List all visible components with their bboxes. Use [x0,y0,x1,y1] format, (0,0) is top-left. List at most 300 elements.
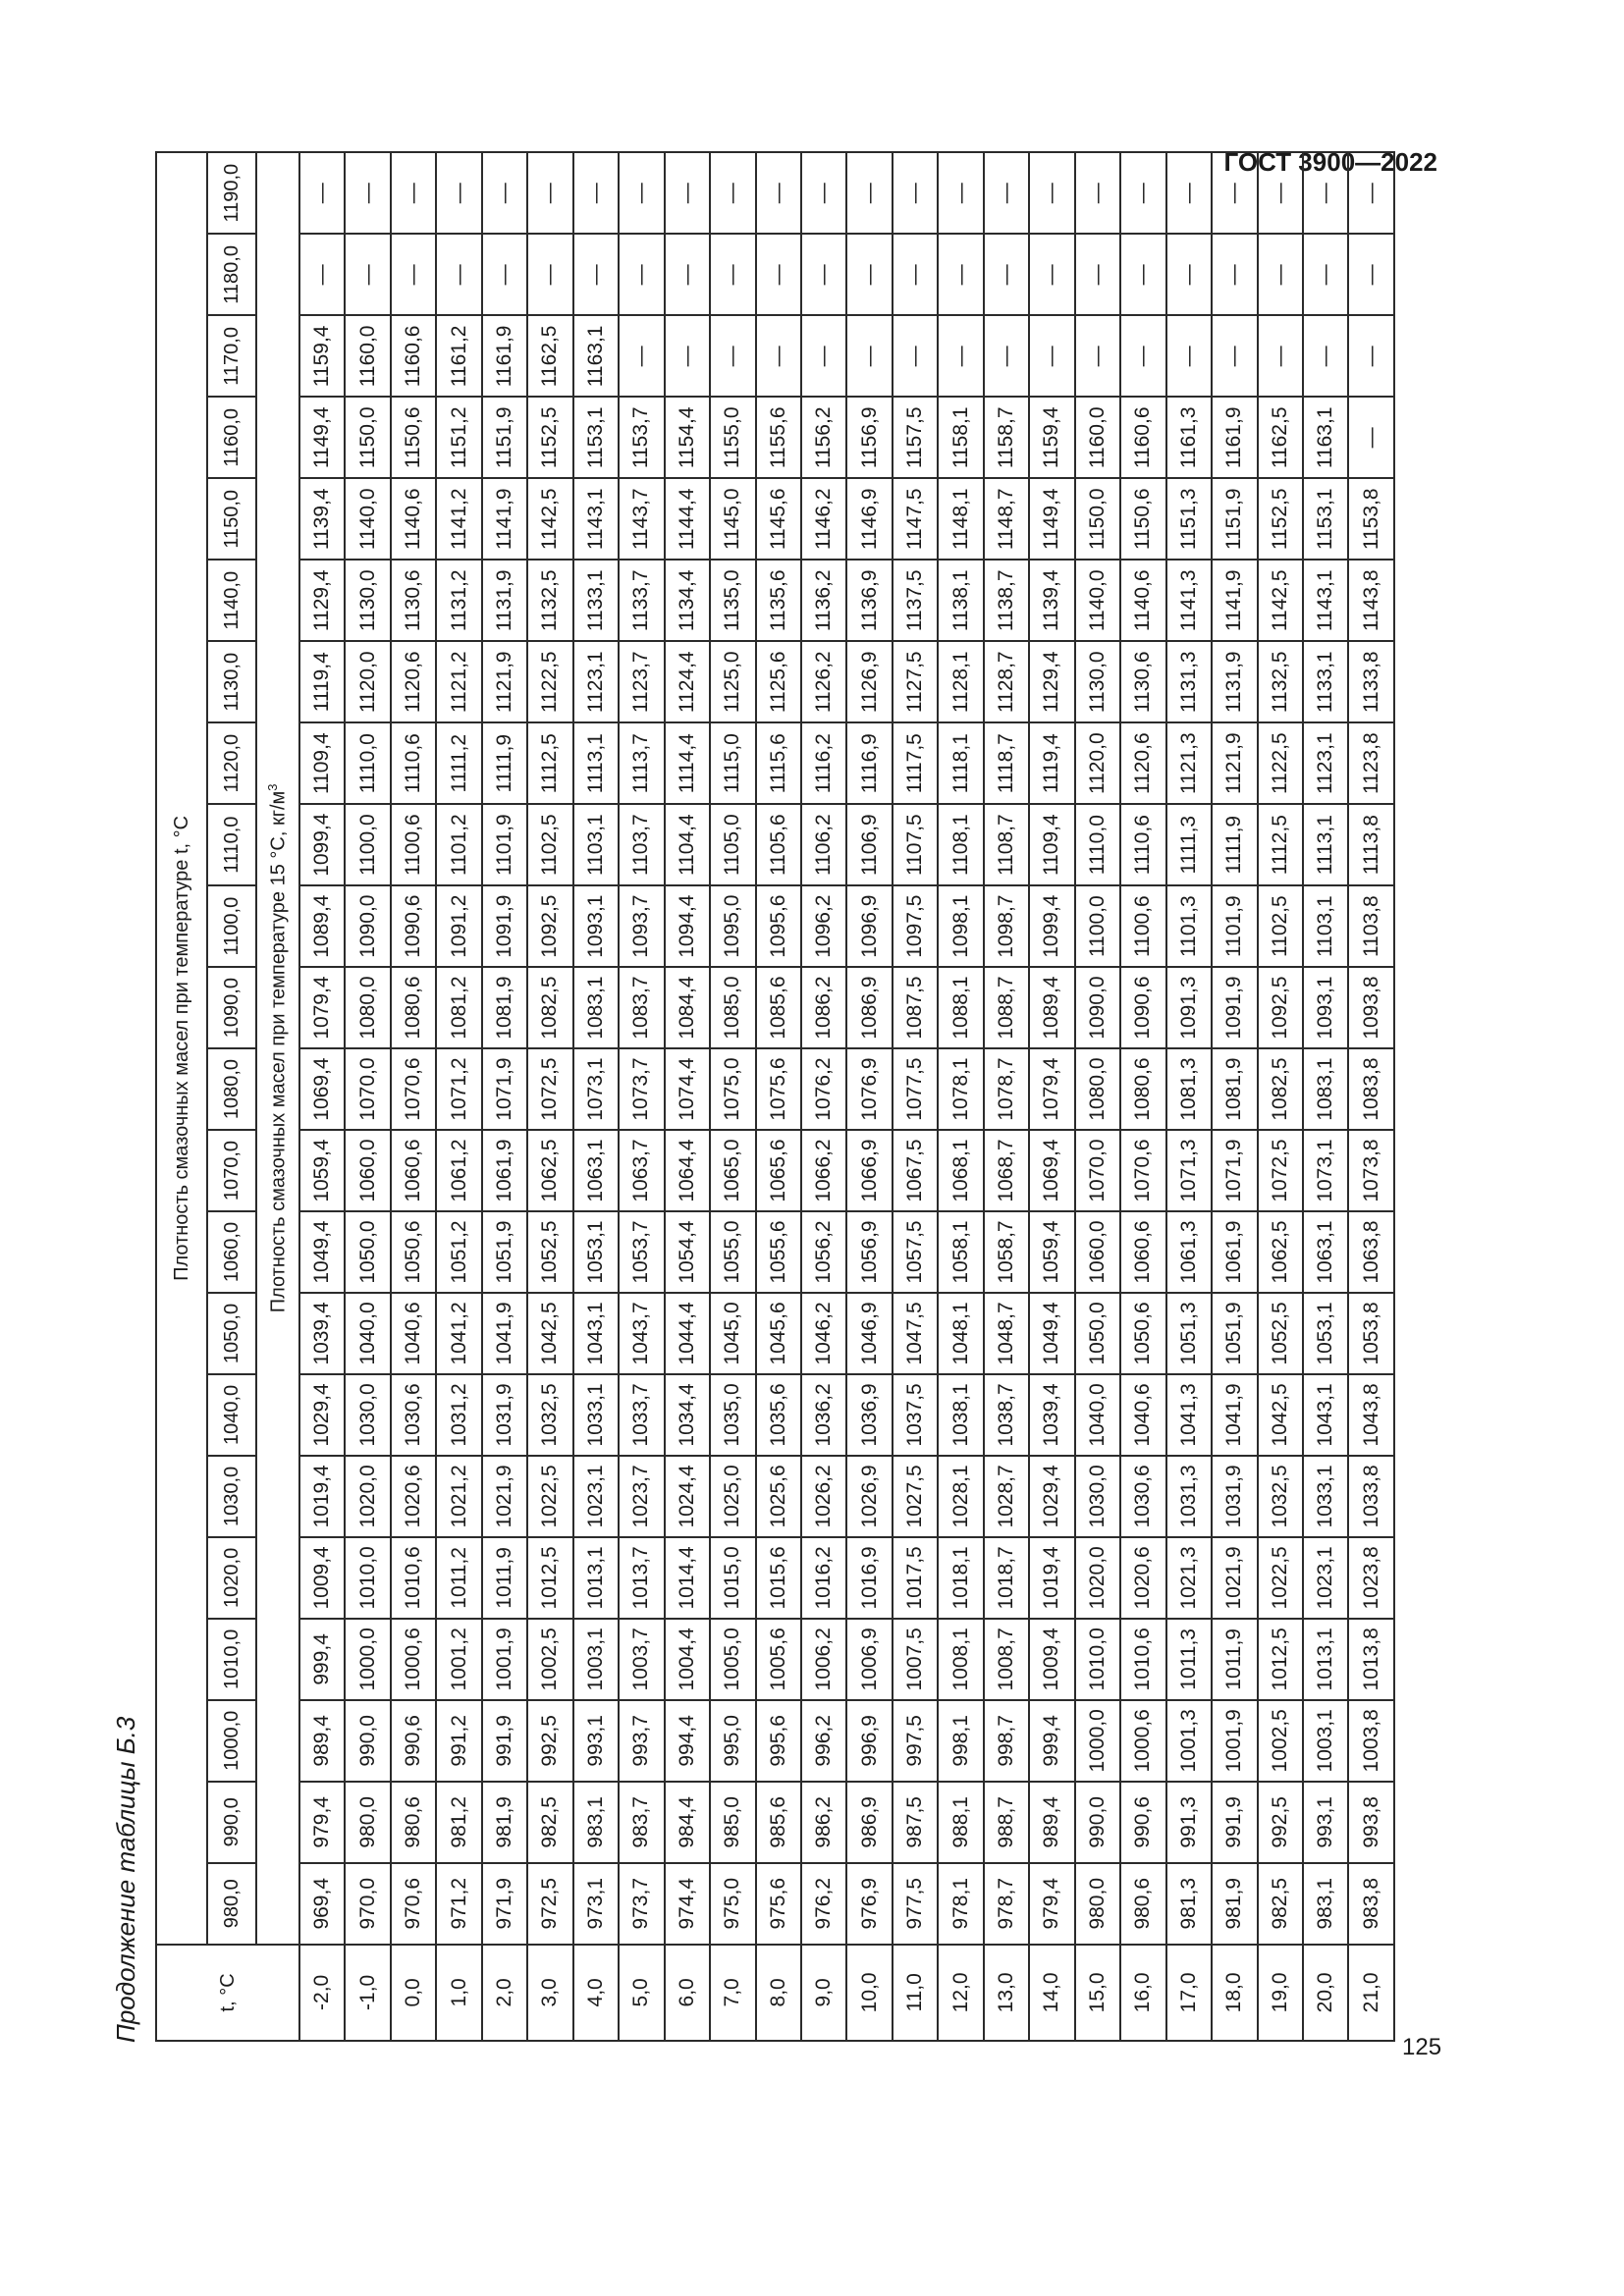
density-cell: 988,1 [938,1782,983,1863]
density-cell: 1050,0 [345,1211,390,1293]
density-cell: — [1303,234,1348,315]
density-cell: 1100,6 [391,804,436,885]
density-cell: — [527,152,572,234]
density-cell: 1055,0 [710,1211,755,1293]
density-cell: 1060,6 [1120,1211,1165,1293]
table-row [1120,152,1165,2041]
density-cell: 1076,2 [801,1048,846,1130]
density-cell: 985,0 [710,1782,755,1863]
density-cell: — [1348,234,1394,315]
column-header-density-15c: 990,0 [207,1782,256,1863]
density-cell: 1138,7 [984,560,1029,641]
density-cell: 1011,2 [436,1537,481,1619]
density-cell: 1148,7 [984,478,1029,560]
density-cell: 1140,6 [391,478,436,560]
density-cell: — [1303,152,1348,234]
density-cell: 1073,7 [619,1048,664,1130]
density-cell: — [1166,315,1212,397]
density-cell: 1009,4 [299,1537,345,1619]
density-cell: — [756,152,801,234]
density-cell: 971,9 [482,1863,527,1945]
density-cell: 1127,5 [893,641,938,722]
density-cell: 1092,5 [527,885,572,967]
table-row [299,152,345,2041]
density-cell: 1083,1 [1303,1048,1348,1130]
density-cell: 1021,2 [436,1456,481,1537]
table-rotated-wrapper [155,151,1395,2042]
density-cell: 1000,0 [345,1619,390,1700]
density-cell: 1005,0 [710,1619,755,1700]
table-row [801,152,846,2041]
density-cell: 1055,6 [756,1211,801,1293]
density-cell: 1020,0 [1075,1537,1120,1619]
temperature-cell: 20,0 [1303,1945,1348,2041]
density-cell: 1002,5 [1258,1700,1303,1782]
density-cell: 1097,5 [893,885,938,967]
density-cell: 980,0 [345,1782,390,1863]
density-cell: 1049,4 [299,1211,345,1293]
density-cell: 1032,5 [527,1374,572,1456]
density-cell: 1149,4 [299,397,345,478]
density-cell: 991,3 [1166,1782,1212,1863]
density-cell: 1099,4 [299,804,345,885]
density-cell: 1011,9 [1212,1619,1257,1700]
density-cell: 1061,9 [1212,1211,1257,1293]
density-cell: 1073,8 [1348,1130,1394,1211]
density-cell: 1089,4 [299,885,345,967]
density-cell: 1113,7 [619,722,664,804]
density-cell: 1032,5 [1258,1456,1303,1537]
density-cell: 1093,1 [1303,967,1348,1048]
density-cell: 1091,9 [1212,967,1257,1048]
density-cell: 1024,4 [665,1456,710,1537]
density-cell: 1010,6 [391,1537,436,1619]
header-row-columns [207,152,256,2041]
density-cell: 974,4 [665,1863,710,1945]
temperature-cell: -2,0 [299,1945,345,2041]
density-cell: 1145,0 [710,478,755,560]
table-caption: Продолжение таблицы Б.3 [111,1716,140,2043]
density-cell: 1018,1 [938,1537,983,1619]
density-cell: 1119,4 [1029,722,1074,804]
density-cell: 1075,0 [710,1048,755,1130]
density-cell: — [482,234,527,315]
density-cell: 1080,6 [391,967,436,1048]
density-cell: 1046,9 [846,1293,892,1374]
density-cell: 1071,9 [1212,1130,1257,1211]
column-header-density-15c: 1110,0 [207,804,256,885]
density-cell: 991,9 [482,1700,527,1782]
density-cell: 1143,1 [1303,560,1348,641]
density-cell: 1022,5 [527,1456,572,1537]
density-cell: 1043,1 [1303,1374,1348,1456]
density-cell: 1140,0 [1075,560,1120,641]
temperature-cell: 19,0 [1258,1945,1303,2041]
density-cell: 1095,6 [756,885,801,967]
density-cell: 1101,9 [1212,885,1257,967]
density-cell: 1072,5 [527,1048,572,1130]
density-cell: 1003,1 [573,1619,619,1700]
density-cell: 1092,5 [1258,967,1303,1048]
density-cell: 1110,6 [1120,804,1165,885]
density-cell: 1001,2 [436,1619,481,1700]
density-cell: 1070,0 [345,1048,390,1130]
density-cell: 1152,5 [527,397,572,478]
column-header-density-15c: 1050,0 [207,1293,256,1374]
density-cell: 1100,0 [1075,885,1120,967]
density-cell: 1116,2 [801,722,846,804]
density-cell: 1035,6 [756,1374,801,1456]
density-cell: 1073,1 [573,1048,619,1130]
density-cell: 1148,1 [938,478,983,560]
density-cell: 993,1 [573,1700,619,1782]
density-cell: 976,2 [801,1863,846,1945]
density-cell: 1093,1 [573,885,619,967]
density-cell: — [984,315,1029,397]
table-row [938,152,983,2041]
density-cell: 996,2 [801,1700,846,1782]
density-cell: 1033,7 [619,1374,664,1456]
density-cell: 1151,3 [1166,478,1212,560]
density-cell: 1010,6 [1120,1619,1165,1700]
density-cell: 982,5 [527,1782,572,1863]
temperature-cell: 7,0 [710,1945,755,2041]
density-cell: 1150,0 [345,397,390,478]
density-cell: 1013,1 [573,1537,619,1619]
density-cell: 1044,4 [665,1293,710,1374]
density-cell: 1133,8 [1348,641,1394,722]
density-cell: 1081,9 [1212,1048,1257,1130]
density-cell: 993,7 [619,1700,664,1782]
density-cell: 1045,6 [756,1293,801,1374]
density-cell: 1075,6 [756,1048,801,1130]
density-cell: 1162,5 [527,315,572,397]
density-cell: 1067,5 [893,1130,938,1211]
density-cell: 1112,5 [1258,804,1303,885]
column-header-density-15c: 1150,0 [207,478,256,560]
density-cell: 983,8 [1348,1863,1394,1945]
density-cell: 1133,7 [619,560,664,641]
density-cell: 1131,9 [482,560,527,641]
density-cell: 1112,5 [527,722,572,804]
density-cell: 1109,4 [1029,804,1074,885]
density-cell: 1090,6 [391,885,436,967]
density-cell: 1131,2 [436,560,481,641]
density-cell: 1059,4 [299,1130,345,1211]
density-cell: 1061,3 [1166,1211,1212,1293]
density-cell: 1062,5 [527,1130,572,1211]
density-cell: — [619,315,664,397]
density-cell: 993,1 [1303,1782,1348,1863]
temperature-cell: 10,0 [846,1945,892,2041]
density-cell: 1043,8 [1348,1374,1394,1456]
density-cell: 1134,4 [665,560,710,641]
density-cell: 1020,6 [1120,1537,1165,1619]
density-cell: — [846,234,892,315]
density-cell: 986,9 [846,1782,892,1863]
density-cell: 1113,1 [573,722,619,804]
density-cell: 980,6 [1120,1863,1165,1945]
density-cell: 1022,5 [1258,1537,1303,1619]
density-cell: 1137,5 [893,560,938,641]
density-cell: 1021,9 [1212,1537,1257,1619]
density-cell: 1023,1 [573,1456,619,1537]
density-cell: 1085,0 [710,967,755,1048]
density-cell: 1160,0 [345,315,390,397]
density-cell: 1094,4 [665,885,710,967]
density-cell: 1153,1 [573,397,619,478]
density-cell: — [893,234,938,315]
density-cell: — [345,234,390,315]
table-row [391,152,436,2041]
density-cell: 1133,1 [1303,641,1348,722]
density-cell: 979,4 [1029,1863,1074,1945]
density-cell: 980,6 [391,1782,436,1863]
density-cell: 1038,1 [938,1374,983,1456]
density-group-header: Плотность смазочных масел при температуре t, °C [156,152,207,1945]
density-cell: — [756,315,801,397]
density-cell: 1161,9 [1212,397,1257,478]
density-cell: 1033,1 [1303,1456,1348,1537]
density-cell: — [527,234,572,315]
density-cell: — [665,234,710,315]
density-cell: — [938,315,983,397]
density-cell: 1008,1 [938,1619,983,1700]
density-cell: 1085,6 [756,967,801,1048]
density-cell: 1016,2 [801,1537,846,1619]
density-cell: 1066,9 [846,1130,892,1211]
density-cell: 1098,1 [938,885,983,967]
density-cell: 1069,4 [1029,1130,1074,1211]
density-cell: 1025,0 [710,1456,755,1537]
density-cell: 1060,0 [1075,1211,1120,1293]
density-cell: 1088,1 [938,967,983,1048]
density-cell: 1083,1 [573,967,619,1048]
density-cell: 1096,9 [846,885,892,967]
density-cell: — [801,152,846,234]
density-cell: 1021,3 [1166,1537,1212,1619]
density-cell: 1001,3 [1166,1700,1212,1782]
density-cell: 1141,9 [1212,560,1257,641]
density-cell: 1118,7 [984,722,1029,804]
density-cell: 999,4 [299,1619,345,1700]
density-cell: — [1258,234,1303,315]
density-cell: 1139,4 [1029,560,1074,641]
density-cell: 1000,6 [1120,1700,1165,1782]
density-cell: 1103,1 [573,804,619,885]
table-row [893,152,938,2041]
density-cell: 1106,9 [846,804,892,885]
table-row [665,152,710,2041]
density-cell: 1114,4 [665,722,710,804]
density-cell: 1030,0 [345,1374,390,1456]
density-cell: 1073,1 [1303,1130,1348,1211]
density-cell: 1009,4 [1029,1619,1074,1700]
density-cell: 1158,7 [984,397,1029,478]
density-cell: 1099,4 [1029,885,1074,967]
density-cell: 1033,8 [1348,1456,1394,1537]
density-cell: 991,9 [1212,1782,1257,1863]
density-cell: 1071,2 [436,1048,481,1130]
density-cell: 991,2 [436,1700,481,1782]
table-row [1303,152,1348,2041]
density-cell: 1151,9 [1212,478,1257,560]
column-header-density-15c: 1140,0 [207,560,256,641]
density-cell: 1131,3 [1166,641,1212,722]
density-cell: 1163,1 [1303,397,1348,478]
density-cell: 1076,9 [846,1048,892,1130]
density-cell: — [846,315,892,397]
density-cell: 1129,4 [299,560,345,641]
density-cell: — [801,315,846,397]
density-cell: 1160,0 [1075,397,1120,478]
density-15c-header-superscript: 3 [265,783,281,791]
density-cell: 1050,6 [391,1211,436,1293]
density-cell: 1040,6 [391,1293,436,1374]
density-cell: 1035,0 [710,1374,755,1456]
density-cell: 1003,8 [1348,1700,1394,1782]
density-cell: — [984,152,1029,234]
density-cell: 1096,2 [801,885,846,967]
density-cell: — [436,234,481,315]
density-cell: 1054,4 [665,1211,710,1293]
temperature-cell: -1,0 [345,1945,390,2041]
density-cell: 1095,0 [710,885,755,967]
density-cell: 1042,5 [527,1293,572,1374]
density-cell: 1126,2 [801,641,846,722]
density-cell: 1132,5 [1258,641,1303,722]
density-cell: 1040,6 [1120,1374,1165,1456]
density-cell: 1036,2 [801,1374,846,1456]
density-cell: 1150,6 [1120,478,1165,560]
density-cell: 1012,5 [527,1537,572,1619]
density-cell: 1028,1 [938,1456,983,1537]
density-cell: 1163,1 [573,315,619,397]
density-cell: 983,1 [573,1782,619,1863]
density-cell: 1011,3 [1166,1619,1212,1700]
table-row [619,152,664,2041]
density-cell: 1071,9 [482,1048,527,1130]
density-cell: 970,0 [345,1863,390,1945]
density-cell: — [938,152,983,234]
density-cell: 1053,7 [619,1211,664,1293]
density-cell: 1118,1 [938,722,983,804]
density-cell: 1102,5 [1258,885,1303,967]
density-cell: 1023,7 [619,1456,664,1537]
density-cell: 1161,2 [436,315,481,397]
density-cell: 1086,2 [801,967,846,1048]
density-cell: — [299,152,345,234]
temperature-column-header: t, °C [156,1945,299,2041]
density-cell: 1135,0 [710,560,755,641]
density-15c-header-text: Плотность смазочных масел при температуре 15 °C, кг/м [267,790,290,1313]
density-cell: 1107,5 [893,804,938,885]
temperature-cell: 11,0 [893,1945,938,2041]
density-cell: 1005,6 [756,1619,801,1700]
density-cell: 1019,4 [1029,1537,1074,1619]
table-row [345,152,390,2041]
density-cell: 1066,2 [801,1130,846,1211]
density-cell: 1149,4 [1029,478,1074,560]
density-cell: 1040,0 [1075,1374,1120,1456]
temperature-cell: 18,0 [1212,1945,1257,2041]
density-cell: 1142,5 [527,478,572,560]
density-cell: 1058,1 [938,1211,983,1293]
density-cell: 1019,4 [299,1456,345,1537]
density-cell: 1121,2 [436,641,481,722]
column-header-density-15c: 980,0 [207,1863,256,1945]
density-cell: 1065,6 [756,1130,801,1211]
density-cell: 1106,2 [801,804,846,885]
density-cell: 1014,4 [665,1537,710,1619]
density-cell: 976,9 [846,1863,892,1945]
density-cell: 1153,7 [619,397,664,478]
density-cell: 1154,4 [665,397,710,478]
density-cell: — [1075,315,1120,397]
density-cell: 1123,1 [1303,722,1348,804]
density-cell: 1070,0 [1075,1130,1120,1211]
density-cell: 1123,1 [573,641,619,722]
density-cell: 1061,9 [482,1130,527,1211]
density-cell: 1115,0 [710,722,755,804]
density-cell: — [1212,152,1257,234]
density-cell: 1060,0 [345,1130,390,1211]
density-cell: 978,7 [984,1863,1029,1945]
density-cell: 1138,1 [938,560,983,641]
density-cell: 1143,7 [619,478,664,560]
density-cell: — [893,315,938,397]
density-cell: 1120,0 [1075,722,1120,804]
density-cell: 1103,8 [1348,885,1394,967]
density-cell: 1109,4 [299,722,345,804]
density-cell: 1052,5 [527,1211,572,1293]
density-cell: 996,9 [846,1700,892,1782]
density-cell: 1087,5 [893,967,938,1048]
density-cell: 1056,2 [801,1211,846,1293]
density-cell: — [710,234,755,315]
temperature-cell: 14,0 [1029,1945,1074,2041]
density-cell: 1030,6 [391,1374,436,1456]
density-cell: 1061,2 [436,1130,481,1211]
density-cell: 1108,1 [938,804,983,885]
density-cell: 1125,0 [710,641,755,722]
density-cell: 1111,9 [1212,804,1257,885]
density-cell: 1045,0 [710,1293,755,1374]
density-cell: — [619,234,664,315]
density-cell: 1122,5 [527,641,572,722]
density-cell: 1000,6 [391,1619,436,1700]
density-cell: — [573,152,619,234]
density-cell: 1031,3 [1166,1456,1212,1537]
density-cell: 1082,5 [1258,1048,1303,1130]
density-cell: 1068,7 [984,1130,1029,1211]
density-cell: 1063,1 [1303,1211,1348,1293]
density-cell: 1007,5 [893,1619,938,1700]
density-cell: 1113,8 [1348,804,1394,885]
density-cell: 1142,5 [1258,560,1303,641]
column-header-density-15c: 1180,0 [207,234,256,315]
density-cell: 1071,3 [1166,1130,1212,1211]
density-cell: 1030,0 [1075,1456,1120,1537]
density-cell: — [801,234,846,315]
table-row [527,152,572,2041]
density-cell: — [846,152,892,234]
density-cell: 1031,9 [482,1374,527,1456]
density-cell: 1013,8 [1348,1619,1394,1700]
density-cell: 979,4 [299,1782,345,1863]
density-cell: 1090,0 [1075,967,1120,1048]
density-cell: — [1075,234,1120,315]
